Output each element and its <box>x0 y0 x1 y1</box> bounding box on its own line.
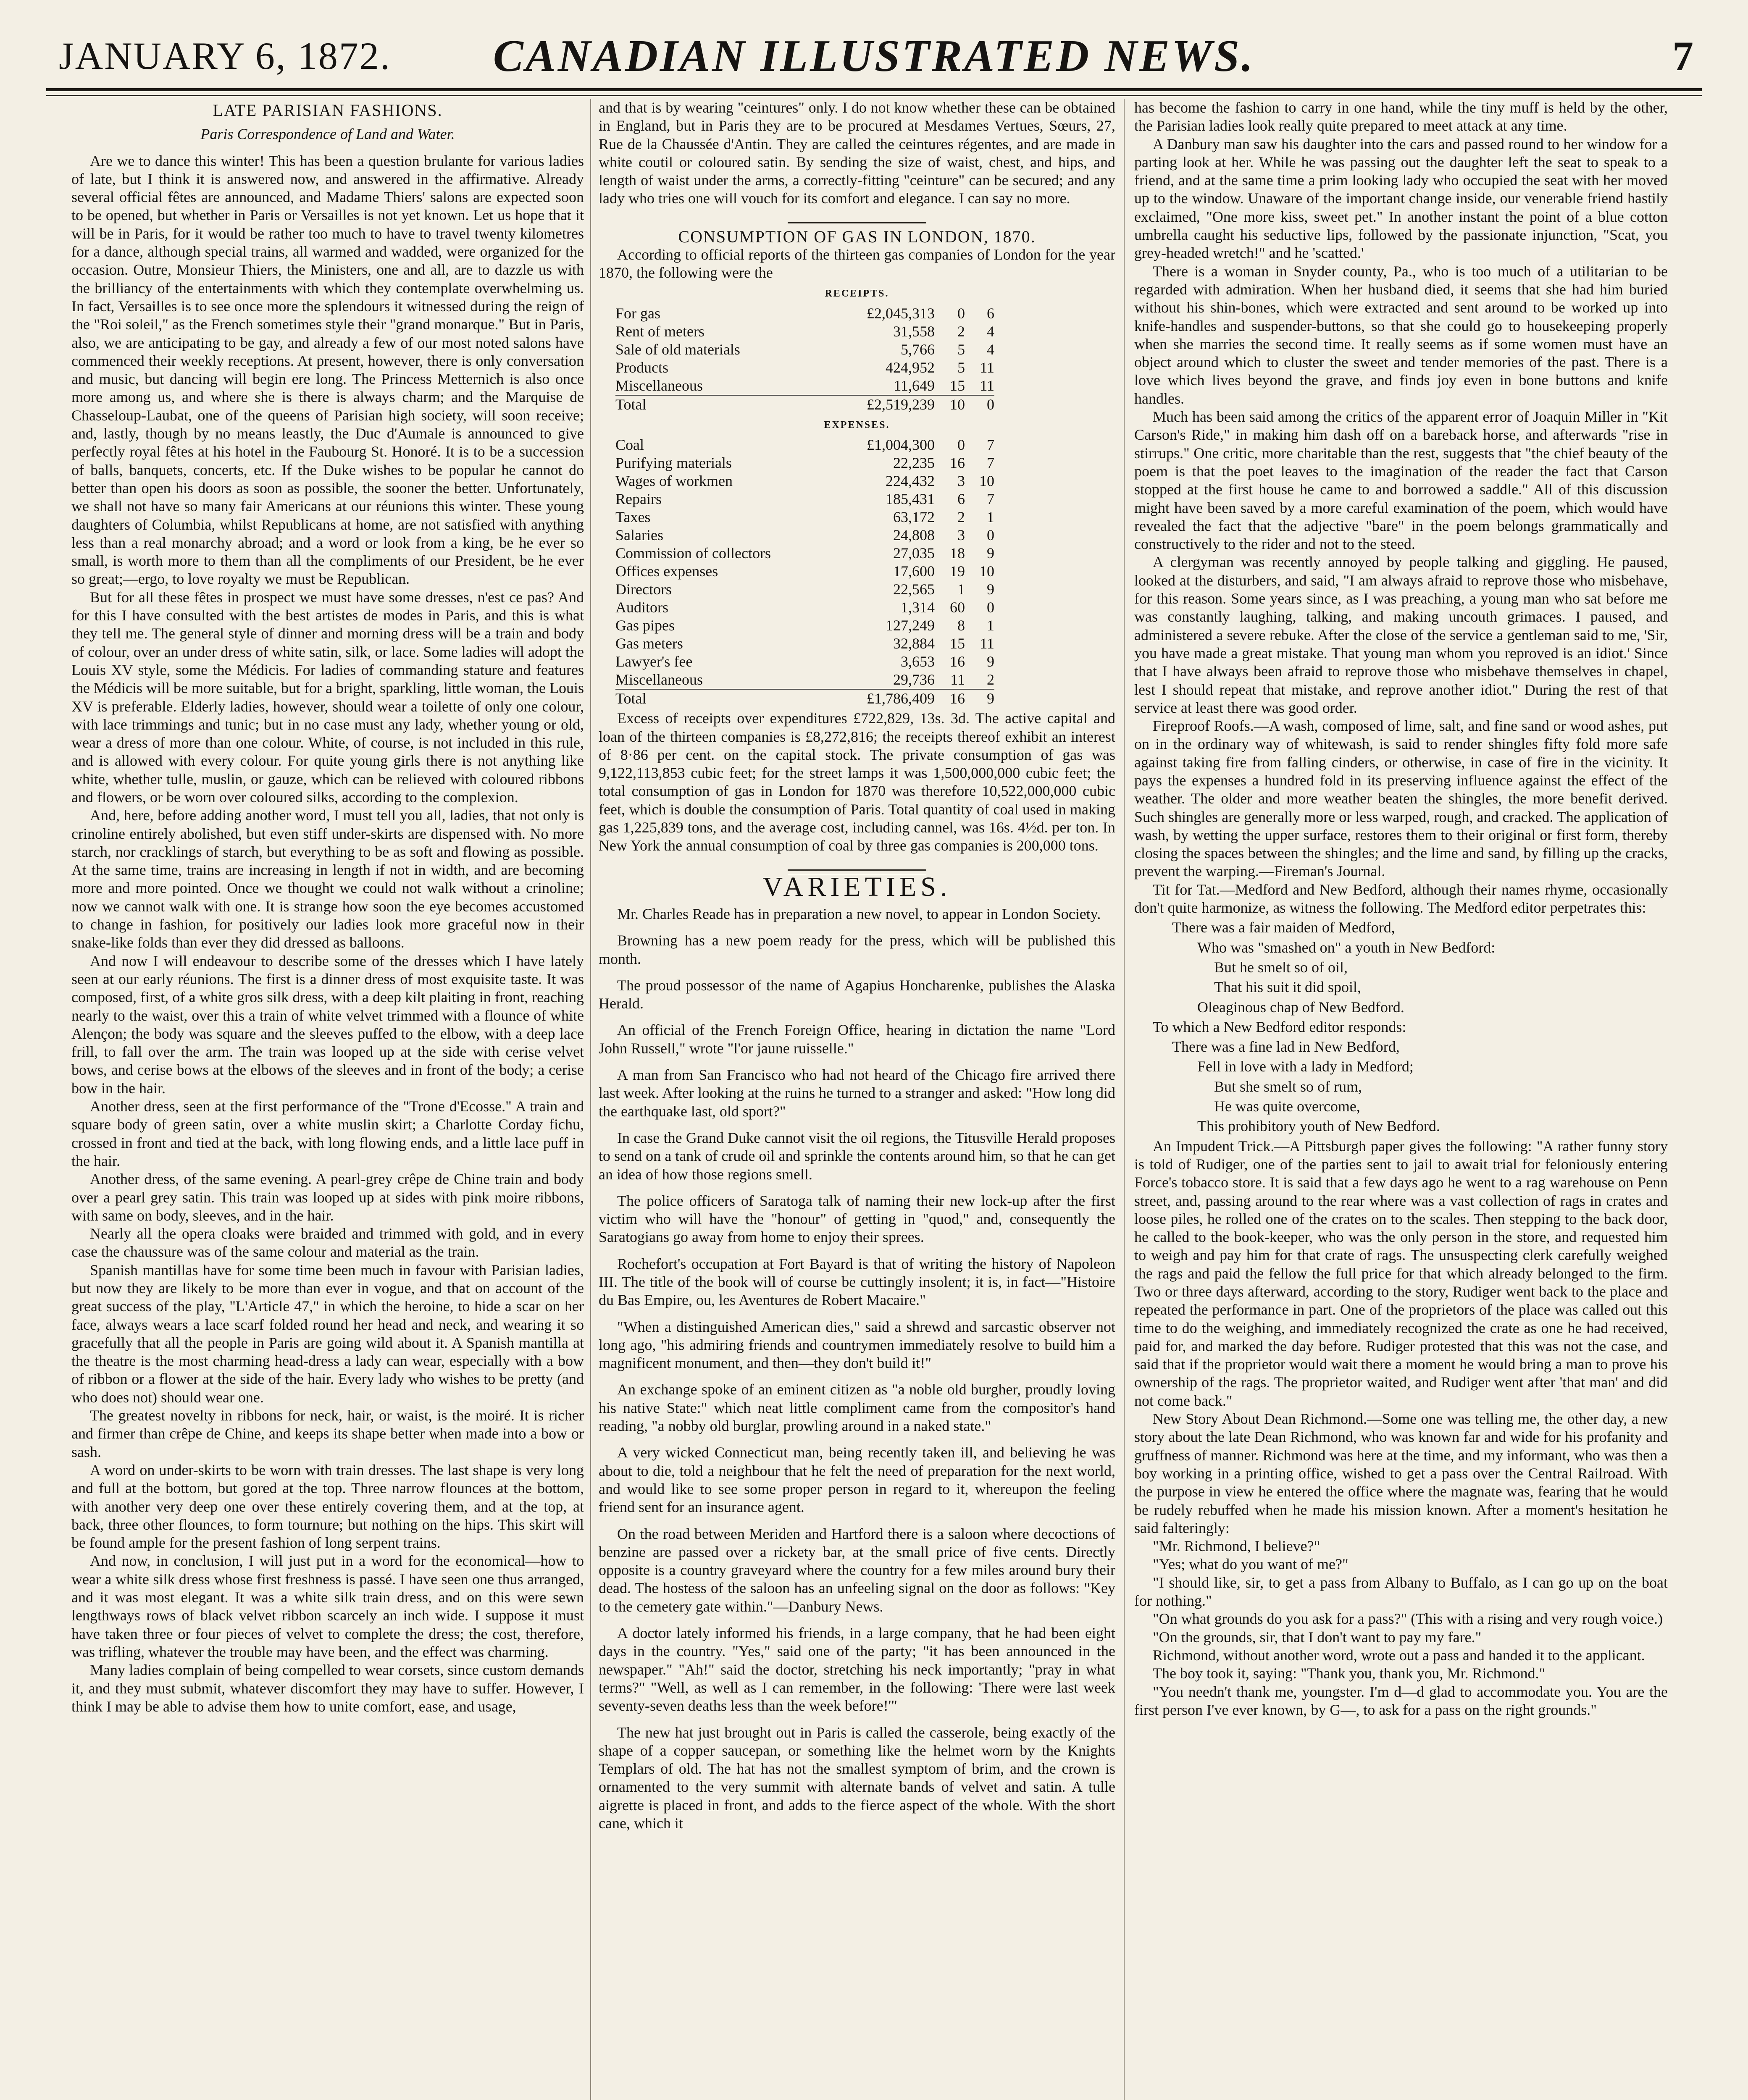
table-cell-s: 1 <box>957 581 965 598</box>
article-paragraph: And, here, before adding another word, I must tell you all, ladies, that not only is crinoline entirely abolished, but even stiff under-skirts are dispensed with. No more starch, nor cracklings of starch, but everything to be as soft and flowing as possible. At the same time, trains are increasing in length if not in width, and are becoming more and more pointed. Once we thought we could not walk without a crinoline; now we cannot walk with one. It is strange how soon the eye becomes accustomed to change in fashion, for positively our ladies look more graceful now in their snake-like folds than ever they did dressed as balloons. <box>71 807 584 951</box>
receipts-table <box>615 304 994 414</box>
column-divider <box>590 99 591 2100</box>
poem-line: He was quite overcome, <box>1214 1098 1360 1115</box>
table-cell-s: 16 <box>950 690 965 707</box>
table-cell-d: 0 <box>987 527 994 544</box>
table-row <box>615 671 994 689</box>
article-paragraph: has become the fashion to carry in one hand, while the tiny muff is held by the other, the Parisian ladies look really quite prepared to meet attack at any time. <box>1134 99 1668 134</box>
table-cell-d: 0 <box>987 396 994 413</box>
poem-line: Who was "smashed on" a youth in New Bedford: <box>1197 939 1496 956</box>
article-paragraph: And now, in conclusion, I will just put in a word for the economical—how to wear a white silk dress whose first freshness is passé. I have seen one thus arranged, and it was most elegant. It was a white silk train dress, and on this were sewn lengthways rows of black velvet ribbon scarcely an inch wide. I suppose it must have taken three or four pieces of velvet to complete the dress; the cost, therefore, was trifling, whatever the trouble may have been, and the effect was charming. <box>71 1552 584 1660</box>
table-cell-amount: £2,045,313 <box>867 304 935 322</box>
table-cell-s: 16 <box>950 454 965 472</box>
table-row <box>615 526 994 544</box>
table-cell-item: For gas <box>615 304 660 322</box>
table-cell-d: 7 <box>987 436 994 454</box>
varieties-item: A very wicked Connecticut man, being recently taken ill, and believing he was about to die, told a neighbour that he felt the need of preparation for the next world, and would like to see some proper person in regard to it, whereupon the feeling friend sent for an insurance agent. <box>599 1444 1115 1516</box>
table-cell-item: Coal <box>615 436 644 454</box>
column-2 <box>599 99 1115 2100</box>
table-cell-item: Repairs <box>615 491 662 508</box>
table-cell-d: 11 <box>980 377 994 394</box>
table-cell-amount: 127,249 <box>886 617 935 634</box>
table-cell-s: 3 <box>957 472 965 490</box>
table-cell-d: 7 <box>987 491 994 508</box>
table-cell-item: Taxes <box>615 509 651 526</box>
masthead-rule-thick <box>46 88 1702 91</box>
table-cell-s: 0 <box>957 304 965 322</box>
poem-line: This prohibitory youth of New Bedford. <box>1197 1118 1440 1135</box>
table-cell-s: 5 <box>957 341 965 358</box>
expenses-label: EXPENSES. <box>824 419 890 430</box>
table-cell-amount: 22,235 <box>893 454 935 472</box>
article-paragraph: Tit for Tat.—Medford and New Bedford, although their names rhyme, occasionally don't quite harmonize, as witness the following. The Medford editor perpetrates this: <box>1134 881 1668 916</box>
table-cell-d: 9 <box>987 653 994 670</box>
section-rule <box>788 869 926 871</box>
poem-line: That his suit it did spoil, <box>1214 979 1362 996</box>
table-cell-d: 2 <box>987 671 994 688</box>
table-cell-item: Rent of meters <box>615 323 704 340</box>
poem-intro: To which a New Bedford editor responds: <box>1153 1018 1406 1035</box>
table-row <box>615 508 994 526</box>
table-cell-item: Sale of old materials <box>615 341 740 358</box>
page-number: 7 <box>1672 33 1693 79</box>
varieties-item: "When a distinguished American dies," said a shrewd and sarcastic observer not long ago, "his admiring friends and countrymen immediately resolve to build him a magnificent monument, and then—they don't build it!" <box>599 1318 1115 1372</box>
table-cell-amount: 32,884 <box>893 635 935 652</box>
column-divider <box>1124 99 1125 2100</box>
table-cell-d: 11 <box>980 359 994 376</box>
varieties-list <box>599 905 1115 1832</box>
table-cell-amount: 27,035 <box>893 545 935 562</box>
varieties-item: An exchange spoke of an eminent citizen as "a noble old burgher, proudly loving his native State:" which neat little compliment came from the compositor's hand reading, "a nobby old burglar, prowling around in a naked state." <box>599 1381 1115 1435</box>
poem-line: But he smelt so of oil, <box>1214 958 1348 976</box>
masthead-rule-thin <box>46 95 1702 96</box>
varieties-item: On the road between Meriden and Hartford there is a saloon where decoctions of benzine are passed over a rickety bar, at the small price of five cents. Directly opposite is a country graveyard where the country for a few miles around bury their dead. The hostess of the saloon has an unfeeling signal on the door as follows: "Key to the cemetery gate within."—Danbury News. <box>599 1525 1115 1615</box>
varieties-item: Mr. Charles Reade has in preparation a new novel, to appear in London Society. <box>617 905 1101 922</box>
varieties-item: In case the Grand Duke cannot visit the oil regions, the Titusville Herald proposes to send on a tank of crude oil and sprinkle the contents around him, so that he can get an idea of how those regions smell. <box>599 1129 1115 1183</box>
table-cell-s: 8 <box>957 617 965 634</box>
article-paragraph: The greatest novelty in ribbons for neck, hair, or waist, is the moiré. It is richer and firmer than crêpe de Chine, and keeps its shape better when made into a bow or sash. <box>71 1407 584 1460</box>
table-cell-item: Purifying materials <box>615 454 732 472</box>
article-paragraph: A Danbury man saw his daughter into the cars and passed round to her window for a parting look at her. While he was passing out the daughter left the seat to speak to a friend, and at the same time a prim looking lady who occupied the seat with her moved up to the window. Unaware of the important change inside, our venerable friend hastily exclaimed, "One more kiss, sweet pet." In another instant the point of a blue cotton umbrella caught his seductive lips, followed by the passionate injunction, "Scat, you grey-headed wretch!" and he 'scatted.' <box>1134 135 1668 262</box>
table-cell-amount: £1,004,300 <box>867 436 935 454</box>
table-cell-amount: 11,649 <box>894 377 935 394</box>
table-cell-s: 5 <box>957 359 965 376</box>
table-cell-amount: £1,786,409 <box>867 690 935 707</box>
column-3 <box>1134 99 1668 2100</box>
article-paragraph: "Mr. Richmond, I believe?" <box>1153 1538 1320 1555</box>
table-cell-item: Directors <box>615 581 672 598</box>
table-row <box>615 617 994 635</box>
article-paragraph: An Impudent Trick.—A Pittsburgh paper gives the following: "A rather funny story is told of Rudiger, one of the parties sent to jail to await trial for feloniously entering Force's tobacco store. It is said that a few days ago he went to a rag warehouse on Penn street, and, passing around to the rear where was a vast collection of rags in crates and loose piles, he rolled one of the crates on to the scales. Then stepping to the back door, he called to the book-keeper, who was the only person in the store, and requested him to weigh and pay him for that crate of rags. The unsuspecting clerk carefully weighed the rags and paid the fellow the full price for that which already belonged to the firm. Two or three days afterward, according to the story, Rudiger went back to the place and repeated the performance in part. One of the proprietors of the place was called out this time to do the weighing, and immediately recognized the crate as one he had received, paid for, and marked the day before. Rudiger protested that this was not the case, and said that if the proprietor would wait there a moment he would bring a man to prove his ownership of the rags. The proprietor waited, and Rudiger went after 'that man' and did not come back." <box>1134 1137 1668 1409</box>
table-cell-amount: 224,432 <box>886 472 935 490</box>
table-cell-s: 15 <box>950 635 965 652</box>
table-cell-d: 6 <box>987 304 994 322</box>
table-row <box>615 580 994 598</box>
poem-line: Oleaginous chap of New Bedford. <box>1197 998 1404 1016</box>
table-cell-amount: 3,653 <box>901 653 935 670</box>
article-paragraph: A word on under-skirts to be worn with train dresses. The last shape is very long and full at the bottom, but gored at the top. Three narrow flounces at the bottom, with another very deep one over these entirely covering them, and at the top, at back, three other flounces, to form tournure; but nothing on the hips. This skirt will be found ample for the present fashion of long serpent trains. <box>71 1461 584 1551</box>
article-paragraph: New Story About Dean Richmond.—Some one was telling me, the other day, a new story about the late Dean Richmond, who was known far and wide for his profanity and gruffness of manner. Richmond was here at the time, and my informant, who was then a boy working in a printing office, wished to get a pass over the Central Railroad. With the purpose in view he entered the office where the magnate was, fearing that he would be rudely rebuffed when he made his mission known. After a moment's hesitation he said falteringly: <box>1134 1410 1668 1536</box>
table-cell-item: Salaries <box>615 527 663 544</box>
poem-line: There was a fine lad in New Bedford, <box>1172 1038 1400 1055</box>
table-cell-item: Lawyer's fee <box>615 653 693 670</box>
table-cell-amount: 1,314 <box>901 599 935 616</box>
table-cell-item: Products <box>615 359 668 376</box>
column-1 <box>71 99 584 2100</box>
article-paragraph: Many ladies complain of being compelled to wear corsets, since custom demands it, and they must submit, whatever discomfort they may have to suffer. However, I think I may be able to advise them how to unite comfort, ease, and usage, <box>71 1662 584 1715</box>
article-paragraph: "I should like, sir, to get a pass from Albany to Buffalo, as I can go up on the boat for nothing." <box>1134 1574 1668 1609</box>
table-cell-d: 9 <box>987 690 994 707</box>
gas-intro: According to official reports of the thirteen gas companies of London for the year 1870, the following were the <box>599 246 1115 281</box>
poem-line: Fell in love with a lady in Medford; <box>1197 1058 1414 1075</box>
article-paragraph: "You needn't thank me, youngster. I'm d—d glad to accommodate you. You are the first person I've ever known, by G—, to ask for a pass on the right grounds." <box>1134 1683 1668 1718</box>
issue-date: JANUARY 6, 1872. <box>59 34 391 77</box>
table-cell-s: 2 <box>957 509 965 526</box>
article-paragraph: Nearly all the opera cloaks were braided and trimmed with gold, and in every case the chaussure was of the same colour and material as the train. <box>71 1225 584 1260</box>
table-row <box>615 454 994 472</box>
masthead <box>46 21 1702 84</box>
table-cell-d: 9 <box>987 581 994 598</box>
table-cell-item: Total <box>615 690 647 707</box>
section-rule <box>788 222 926 223</box>
table-cell-amount: 424,952 <box>886 359 935 376</box>
table-row <box>615 472 994 490</box>
table-cell-d: 4 <box>987 323 994 340</box>
table-cell-amount: £2,519,239 <box>867 396 935 413</box>
table-cell-amount: 63,172 <box>893 509 935 526</box>
article-paragraph: And now I will endeavour to describe some of the dresses which I have lately seen at our early réunions. The first is a dinner dress of most exquisite taste. It was composed, first, of a white gros silk dress, with a deep kilt plaiting in front, reaching nearly to the waist, over this a train of white velvet trimmed with a flounce of white Alençon; the body was square and the sleeves puffed to the elbow, with a deep lace frill, to fall over the arm. The train was looped up at the side with cerise velvet bows, and cerise bows at the elbows of the sleeves and in front of the body; a cerise bow in the hair. <box>71 952 584 1097</box>
article-paragraph: Spanish mantillas have for some time been much in favour with Parisian ladies, but now they are likely to be more than ever in vogue, and that on account of the great success of the play, "L'Article 47," in which the heroine, to hide a scar on her face, always wears a lace scarf folded round her head and neck, and wearing it so gracefully that all the people in Paris are going wild about it. A Spanish mantilla at the theatre is the most charming head-dress a lady can wear, especially with a bow of ribbon or a flower at the side of the hair. Every lady who wishes to be pretty (and who does not) should wear one. <box>71 1261 584 1406</box>
table-cell-s: 60 <box>950 599 965 616</box>
article-paragraph: The boy took it, saying: "Thank you, thank you, Mr. Richmond." <box>1153 1665 1546 1682</box>
article-paragraph: A clergyman was recently annoyed by people talking and giggling. He paused, looked at the disturbers, and said, "I am always afraid to reprove those who misbehave, for this reason. Some years since, as I was preaching, a young man who sat before me was constantly laughing, talking, and making uncouth grimaces. I paused, and administered a severe rebuke. After the close of the service a gentleman said to me, 'Sir, you have made a great mistake. That young man whom you reproved is an idiot.' Since that I have always been afraid to reprove those who misbehave themselves in chapel, lest I should repeat that mistake, and reprove another idiot." During the rest of that service at least there was good order. <box>1134 554 1668 716</box>
receipts-label: RECEIPTS. <box>825 288 889 299</box>
table-cell-s: 6 <box>957 491 965 508</box>
table-cell-s: 11 <box>950 671 965 688</box>
table-row <box>615 635 994 653</box>
table-row <box>615 544 994 562</box>
gas-heading: CONSUMPTION OF GAS IN LONDON, 1870. <box>678 227 1036 246</box>
table-cell-item: Miscellaneous <box>615 671 703 688</box>
table-cell-amount: 185,431 <box>886 491 935 508</box>
table-cell-s: 3 <box>957 527 965 544</box>
article-paragraph: and that is by wearing "ceintures" only. I do not know whether these can be obtained in England, but in Paris they are to be procured at Mesdames Vertues, Sœurs, 27, Rue de la Chaussée d'Antin. They are called the ceintures régentes, and are made in white coutil or coloured satin. By sending the size of waist, chest, and hips, and length of waist under the arms, a correctly-fitting "ceinture" can be secured; and any lady who tries one will vouch for its comfort and elegance. I can say no more. <box>599 99 1115 207</box>
table-cell-item: Gas meters <box>615 635 683 652</box>
table-row <box>615 562 994 580</box>
table-cell-d: 4 <box>987 341 994 358</box>
article-paragraph: But for all these fêtes in prospect we must have some dresses, n'est ce pas? And for this I have consulted with the best artistes de modes in Paris, and this is what they tell me. The general style of dinner and morning dress will be a train and body of colour, over an under dress of white satin, silk, or lace. Some ladies will adopt the Louis XV style, some the Médicis. For ladies of commanding stature and features the Médicis will be more suitable, but for a bright, sparkling, little woman, the Louis XV is preferable. Elderly ladies, however, should wear a toilette of only one colour, with lace trimmings and tunic; but in no case must any lady, whether young or old, wear a dress of more than one colour. White, of course, is not included in this rule, and is allowed with every colour. For quite young girls there is not anything like white, whether tulle, muslin, or gauze, which can be relieved with coloured ribbons and flowers, or be worn over coloured silks, according to the complexion. <box>71 588 584 806</box>
article-byline: Paris Correspondence of Land and Water. <box>200 126 455 143</box>
table-cell-s: 18 <box>950 545 965 562</box>
table-row <box>615 490 994 508</box>
varieties-item: The new hat just brought out in Paris is called the casserole, being exactly of the shape of a copper saucepan, or something like the helmet worn by the Knights Templars of old. The hat has not the smallest symptom of brim, and the crown is ornamented to the very summit with alternate bands of velvet and satin. A tulle aigrette is placed in front, and adds to the fierce aspect of the whole. With the short cane, which it <box>599 1724 1115 1832</box>
table-row <box>615 341 994 359</box>
table-cell-s: 0 <box>957 436 965 454</box>
article-paragraph: There is a woman in Snyder county, Pa., who is too much of a utilitarian to be regarded with admiration. When her husband died, it seems that she had him buried without his shin-bones, which were extracted and sent around to be worked up into knife-handles and suspender-buttons, so that she could go to housekeeping properly when she marries the second time. It really seems as if some women must have an object around which to cluster the sweet and tender memories of the past. There is a love which lives beyond the grave, and finds joy even in bone buttons and knife handles. <box>1134 262 1668 407</box>
table-row <box>615 377 994 395</box>
table-cell-s: 15 <box>950 377 965 394</box>
article-paragraph: "Yes; what do you want of me?" <box>1153 1556 1348 1573</box>
table-cell-s: 16 <box>950 653 965 670</box>
varieties-item: A doctor lately informed his friends, in a large company, that he had been eight days in the country. "Yes," said one of the party; "it has been announced in the newspaper." "Ah!" said the doctor, stretching his neck importantly; "pray in what terms?" "Well, as well as I can remember, in the following: 'There were last week seventy-seven deaths less than the week before!'" <box>599 1625 1115 1714</box>
table-cell-amount: 29,736 <box>893 671 935 688</box>
table-row <box>615 304 994 323</box>
table-row <box>615 359 994 377</box>
table-cell-amount: 31,558 <box>893 323 935 340</box>
table-cell-d: 7 <box>987 454 994 472</box>
article-paragraph: "On the grounds, sir, that I don't want to pay my fare." <box>1153 1628 1482 1646</box>
table-cell-item: Commission of collectors <box>615 545 771 562</box>
table-row <box>615 436 994 454</box>
table-cell-amount: 22,565 <box>893 581 935 598</box>
expenses-table <box>615 436 994 708</box>
table-cell-item: Auditors <box>615 599 668 616</box>
article-paragraph: Much has been said among the critics of the apparent error of Joaquin Miller in "Kit Carson's Ride," in making him dash off on a bareback horse, and afterwards "rise in stirrups." One critic, more charitable than the rest, suggests that "the chief beauty of the poem is that the poet leaves to the imagination of the reader the fact that Carson stopped at the first house he came to and borrowed a saddle." All of this discussion might have been saved by a more careful examination of the poem, which would have revealed the fact that the adjective "bare" in the poem belongs grammatically and constructively to the rider and not to the steed. <box>1134 408 1668 553</box>
table-row <box>615 323 994 341</box>
table-cell-d: 1 <box>987 509 994 526</box>
table-cell-item: Gas pipes <box>615 617 675 634</box>
table-cell-amount: 17,600 <box>893 563 935 580</box>
table-cell-s: 10 <box>950 396 965 413</box>
varieties-item: Rochefort's occupation at Fort Bayard is that of writing the history of Napoleon III. The title of the book will of course be cuttingly insolent; it is, in fact—"Histoire du Bas Empire, ou, les Aventures de Robert Macaire." <box>599 1255 1115 1309</box>
table-row <box>615 653 994 671</box>
article-paragraph: Richmond, without another word, wrote out a pass and handed it to the applicant. <box>1153 1646 1645 1664</box>
varieties-item: Browning has a new poem ready for the press, which will be published this month. <box>599 932 1115 967</box>
varieties-item: The proud possessor of the name of Agapius Honcharenke, publishes the Alaska Herald. <box>599 976 1115 1012</box>
table-cell-item: Total <box>615 396 647 413</box>
varieties-heading: VARIETIES. <box>762 871 952 902</box>
article-paragraph: "On what grounds do you ask for a pass?" (This with a rising and very rough voice.) <box>1153 1610 1663 1628</box>
table-cell-item: Offices expenses <box>615 563 718 580</box>
table-cell-item: Wages of workmen <box>615 472 733 490</box>
varieties-item: An official of the French Foreign Office, hearing in dictation the name "Lord John Russell," wrote "l'or jaune ruisselle." <box>599 1021 1115 1057</box>
article-paragraph: Another dress, seen at the first performance of the "Trone d'Ecosse." A train and square body of green satin, over a white muslin skirt; a Charlotte Corday fichu, crossed in front and tied at the back, with long flowing ends, and a little lace puff in the hair. <box>71 1098 584 1169</box>
table-cell-amount: 24,808 <box>893 527 935 544</box>
table-row <box>615 598 994 617</box>
article-paragraph: Fireproof Roofs.—A wash, composed of lime, salt, and fine sand or wood ashes, put on in the ordinary way of whitewash, is said to render shingles fifty fold more safe against taking fire from falling cinders, or otherwise, in case of fire in the vicinity. It pays the expenses a hundred fold in its preserving influence against the effect of the weather. The older and more weather beaten the shingles, the more benefit derived. Such shingles are generally more or less warped, rough, and cracked. The application of wash, by wetting the upper surface, restores them to their original or first form, thereby closing the spaces between the shingles; and the lime and sand, by filling up the cracks, prevent the warping.—Fireman's Journal. <box>1134 717 1668 880</box>
newspaper-title: CANADIAN ILLUSTRATED NEWS. <box>493 31 1255 81</box>
varieties-item: A man from San Francisco who had not heard of the Chicago fire arrived there last week. After looking at the ruins he turned to a stranger and asked: "How long did the earthquake last, old sport?" <box>599 1066 1115 1120</box>
table-cell-d: 0 <box>987 599 994 616</box>
table-cell-amount: 5,766 <box>901 341 935 358</box>
table-cell-d: 10 <box>979 472 994 490</box>
article-paragraph: Are we to dance this winter! This has been a question brulante for various ladies of late, but I think it is answered now, and answered in the affirmative. Already several official fêtes are announced, and Madame Thiers' salons are expected soon to be opened, but whether in Paris or Versailles is not yet known. Let us hope that it will be in Paris, for it would be rather too much to have to travel twenty kilometres for a dance, although special trains, all warmed and wadded, were organized for the occasion. Outre, Monsieur Thiers, the Ministers, one and all, are to dazzle us with the brilliancy of the entertainments with which they contemplate overwhelming us. In fact, Versailles is to see once more the splendours it witnessed during the reign of the "Roi soleil," as the French sometimes style their "grand monarque." But in Paris, also, we are anticipating to be gay, and already a few of our most noted salons have commenced their weekly receptions. At present, however, there is only conversation and music, but dancing will begin ere long. The Princess Metternich is also once more among us, and where she is there is always charm; and the Marquise de Chasseloup-Laubat, one of the queens of Parisian high society, will soon receive; and, lastly, though by no means leastly, the Duc d'Aumale is announced to give perfectly royal fêtes at his hotel in the Faubourg St. Honoré. It is to be a succession of balls, banquets, concerts, etc. If the Duke wishes to be popular he cannot do better than open his doors as soon as possible, the sooner the better. Unfortunately, we shall not have so many fair Americans at our réunions this winter. These young daughters of Columbia, whilst Republicans at home, are not satisfied with anything less than a real monarchy abroad; and a word or look from a king, be he ever so small, is worth more to them than all the compliments of our President, be he ever so great;—ergo, to love royalty we must be Republican. <box>71 152 584 588</box>
total-row <box>615 690 994 708</box>
article-heading: LATE PARISIAN FASHIONS. <box>213 101 443 120</box>
varieties-item: The police officers of Saratoga talk of naming their new lock-up after the first victim who will have the "honour" of getting in "quod," and, consequently the Saratogians go away from home to enjoy their sprees. <box>599 1192 1115 1246</box>
table-cell-item: Miscellaneous <box>615 377 703 394</box>
table-cell-d: 9 <box>987 545 994 562</box>
gas-outro: Excess of receipts over expenditures £722,829, 13s. 3d. The active capital and loan of the thirteen companies is £8,272,816; the receipts thereof exhibit an interest of 8·86 per cent. on the capital stock. The private consumption of gas was 9,122,113,853 cubic feet; for the street lamps it was 1,500,000,000 cubic feet; the total consumption of gas in London for 1870 was therefore 10,522,000,000 cubic feet, which is double the consumption of Paris. Total quantity of coal used in making gas 1,225,839 tons, and the average cost, including cannel, was 16s. 4½d. per ton. In New York the annual consumption of coal by three gas companies is 200,000 tons. <box>599 710 1115 854</box>
table-cell-d: 11 <box>980 635 994 652</box>
poem-line: There was a fair maiden of Medford, <box>1172 919 1395 936</box>
table-cell-d: 10 <box>979 563 994 580</box>
total-row <box>615 396 994 414</box>
table-cell-d: 1 <box>987 617 994 634</box>
article-paragraph: Another dress, of the same evening. A pearl-grey crêpe de Chine train and body over a pearl grey satin. This train was looped up at sides with pink moire ribbons, with same on body, sleeves, and in the hair. <box>71 1171 584 1224</box>
poem-line: But she smelt so of rum, <box>1214 1078 1362 1095</box>
table-cell-s: 19 <box>950 563 965 580</box>
table-cell-s: 2 <box>957 323 965 340</box>
